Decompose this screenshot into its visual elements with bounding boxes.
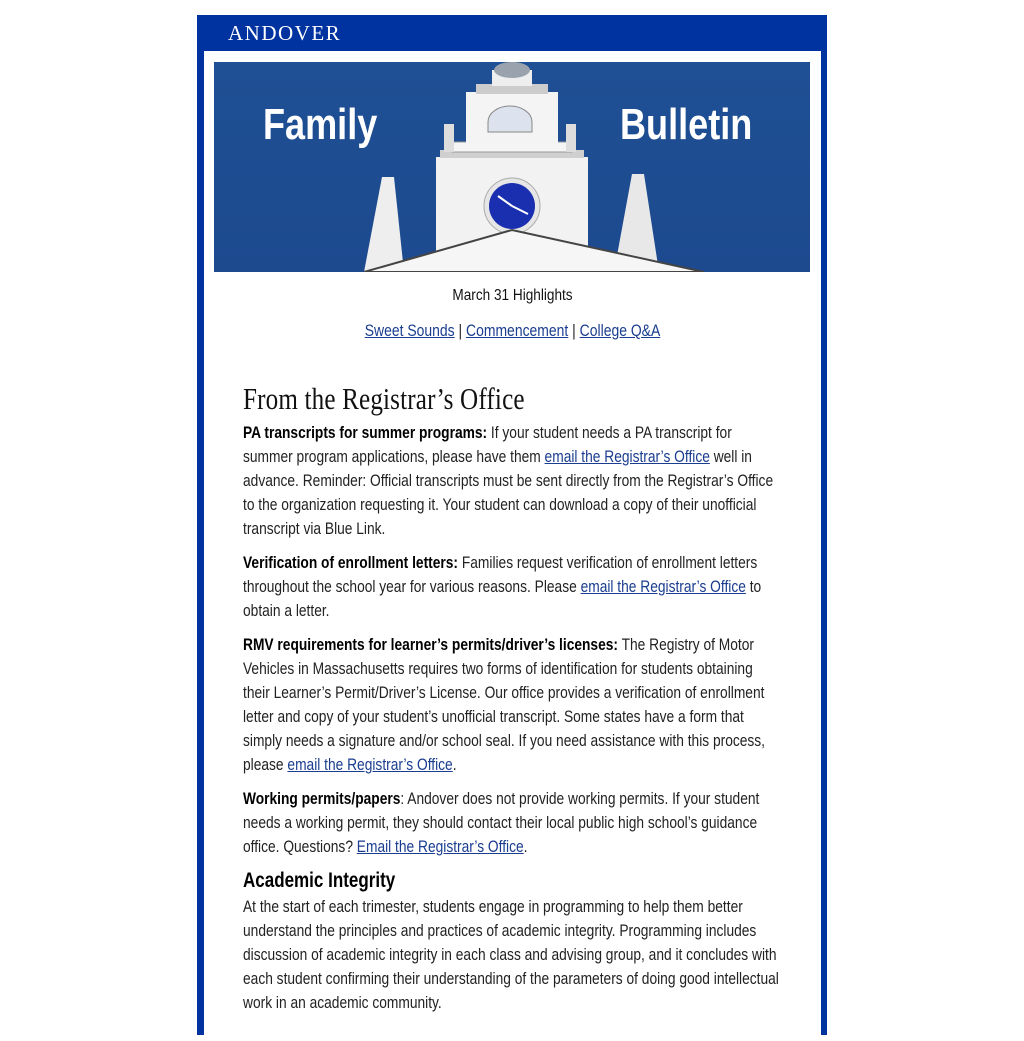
email-registrar-link[interactable]: email the Registrar’s Office: [580, 577, 746, 596]
paragraph-lead: Verification of enrollment letters:: [243, 553, 459, 572]
article: [243, 381, 782, 1025]
nav-link-sweet-sounds[interactable]: Sweet Sounds: [364, 321, 455, 340]
email-registrar-link[interactable]: Email the Registrar’s Office: [356, 837, 524, 856]
paragraph-text: : Andover does not provide working permits. If your student needs a working permit, they should contact their local public high school’s guidance office. Questions?: [243, 789, 760, 856]
paragraph-working-permits: [243, 787, 782, 859]
paragraph-rmv: [243, 633, 782, 777]
paragraph-text: well in advance. Reminder: Official transcripts must be sent directly from the Registrar’s Office to the organization requesting it. Your student can download a copy of their unofficial transcript via Blue Link.: [243, 447, 774, 538]
highlight-nav: [260, 321, 766, 341]
banner-title-left: Family: [263, 100, 378, 149]
paragraph-enrollment: [243, 551, 782, 623]
paragraph-text: The Registry of Motor Vehicles in Massachusetts requires two forms of identification for students obtaining their Learner’s Permit/Driver’s License. Our office provides a verification of enrollment letter and copy of your student’s unofficial transcript. Some states have a form that simply needs a signature and/or school seal. If you need assistance with this process, please: [243, 635, 766, 774]
banner-image: [214, 62, 810, 272]
paragraph-academic-integrity: At the start of each trimester, students engage in programming to help them better understand the principles and practices of academic integrity. Programming includes discussion of academic integrity in each class and advising group, and it concludes with each student confirming their understanding of the parameters of doing good intellectual work in an academic community.: [243, 897, 779, 1012]
email-body: [204, 51, 821, 1041]
nav-separator: |: [458, 321, 463, 340]
andover-logo: ANDOVER: [228, 21, 342, 45]
nav-link-college-qa[interactable]: College Q&A: [579, 321, 661, 340]
email-registrar-link[interactable]: email the Registrar’s Office: [544, 447, 710, 466]
paragraph-text: .: [523, 837, 528, 856]
email-frame: [197, 15, 827, 1035]
paragraph-lead: RMV requirements for learner’s permits/driver’s licenses:: [243, 635, 619, 654]
paragraph-lead: PA transcripts for summer programs:: [243, 423, 488, 442]
clock-tower-illustration: [214, 62, 810, 272]
banner-title-right: Bulletin: [620, 100, 753, 149]
section-heading: From the Registrar’s Office: [243, 381, 525, 416]
paragraph-text: If your student needs a PA transcript for summer program applications, please have them: [243, 423, 732, 466]
email-registrar-link[interactable]: email the Registrar’s Office: [287, 755, 453, 774]
paragraph-text: Families request verification of enrollment letters throughout the school year for various reasons. Please: [243, 553, 758, 596]
issue-date: March 31 Highlights: [452, 287, 573, 304]
paragraph-transcripts: [243, 421, 782, 541]
nav-separator: |: [572, 321, 576, 340]
subsection-heading: Academic Integrity: [243, 869, 396, 892]
paragraph-text: .: [452, 755, 457, 774]
paragraph-text: to obtain a letter.: [243, 577, 762, 620]
paragraph-lead: Working permits/papers: [243, 789, 401, 808]
nav-link-commencement[interactable]: Commencement: [466, 321, 569, 340]
